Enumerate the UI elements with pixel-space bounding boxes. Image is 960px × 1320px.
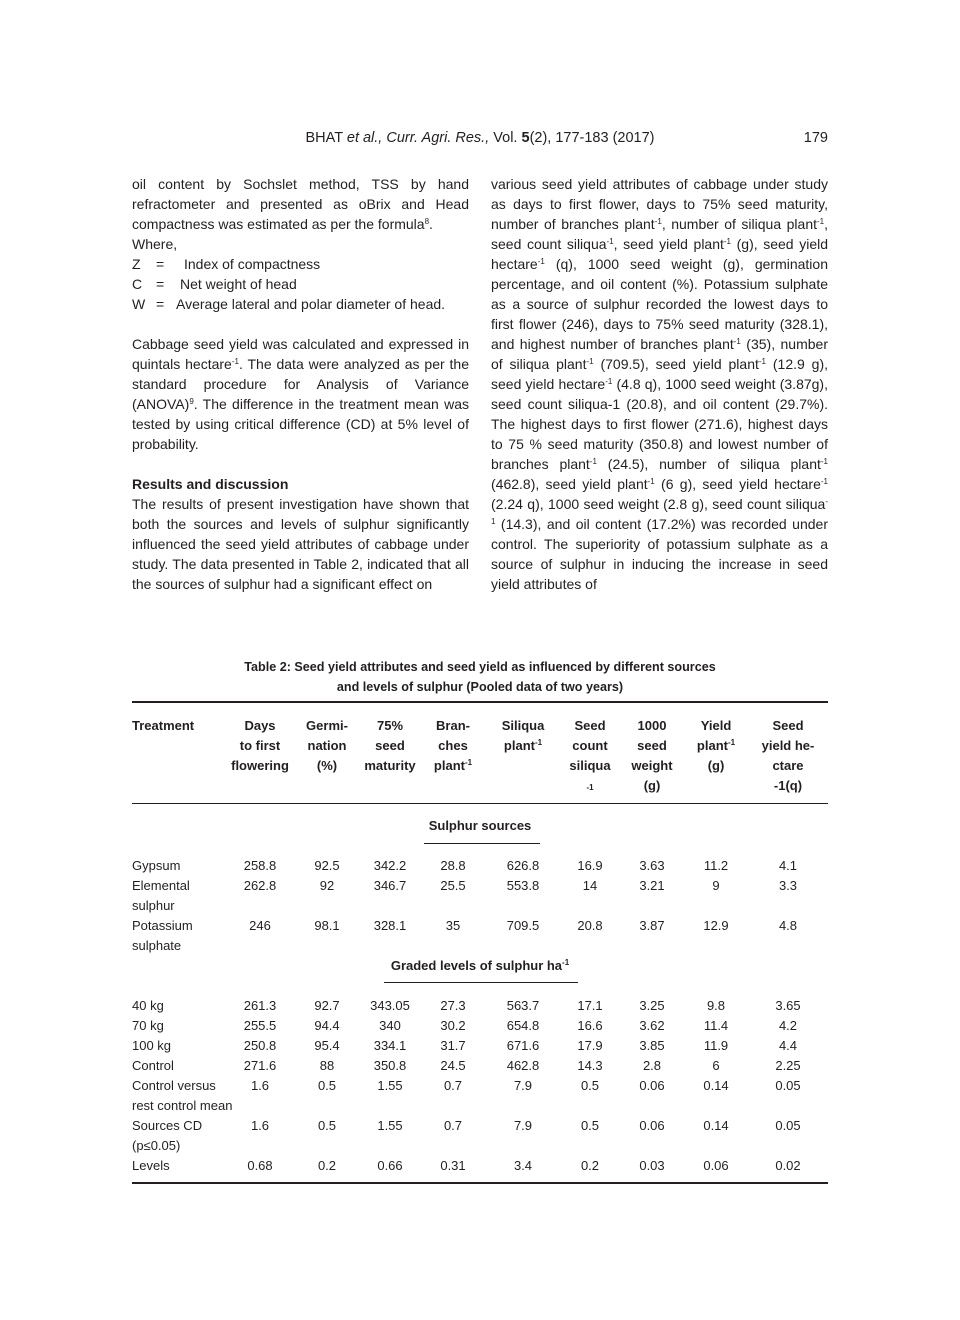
- table-cell: 0.31: [440, 1158, 466, 1173]
- methods-text-a: Cabbage seed yield was calculated and expressed in quintals hectare: [132, 336, 469, 372]
- treatment-line: sulphate: [132, 938, 182, 953]
- column-header-text: seed: [637, 738, 667, 753]
- superscript: -1: [605, 377, 613, 386]
- table-header-rule: [132, 803, 828, 804]
- table-cell: 261.3: [243, 998, 277, 1013]
- column-header-text: siliqua: [569, 758, 611, 773]
- table-cell: 11.4: [703, 1018, 729, 1033]
- table-cell: 626.8: [506, 858, 540, 873]
- definition-equals: =: [156, 256, 165, 272]
- running-header: [0, 128, 960, 150]
- table-cell: 94.4: [314, 1018, 340, 1033]
- column-header-text: yield he-: [761, 738, 815, 753]
- table-cell: 1.55: [377, 1078, 403, 1093]
- discussion-text: (24.5), number of siliqua plant: [596, 456, 821, 472]
- table-cell: 30.2: [440, 1018, 466, 1033]
- discussion-text: (14.3), and oil content (17.2%) was recorded under control. The superiority of potassium sulphate as a source of sulphur in inducing the increase in seed yield attributes of: [491, 516, 828, 592]
- definition-item: [132, 254, 469, 274]
- discussion-text: (q), 1000 seed weight (g), germination percentage, and oil content (%). Potassium sulphate as a source of sulphur recorded the lowest days to first flower (246), days to 75% seed maturity (328.1), and highest number of branches plant: [491, 256, 828, 352]
- discussion-text: , seed count siliqua: [491, 216, 829, 252]
- table-cell: 346.7: [373, 878, 407, 893]
- column-header-text: ctare: [772, 758, 804, 773]
- table-cell: 462.8: [506, 1058, 540, 1073]
- table-cell: 31.7: [440, 1038, 466, 1053]
- where-label: Where,: [132, 236, 178, 252]
- column-header-text: (g): [707, 758, 725, 773]
- results-paragraph: The results of present investigation have shown that both the sources and levels of sulphur significantly influenced the seed yield attributes of cabbage under study. The data presented in Table 2, indicated that all the sources of sulphur had a significant effect on: [132, 496, 469, 592]
- column-header-line: [560, 776, 620, 798]
- table-cell: 11.2: [703, 858, 729, 873]
- superscript: -1: [562, 958, 570, 967]
- table-cell: 24.5: [440, 1058, 466, 1073]
- table-cell: 4.1: [778, 858, 798, 873]
- table-cell: 98.1: [314, 918, 340, 933]
- section-label-graded-levels: [132, 956, 828, 976]
- superscript: -1: [820, 457, 828, 466]
- table-cell: 334.1: [373, 1038, 407, 1053]
- table-cell: 2.8: [642, 1058, 662, 1073]
- column-header: [220, 716, 300, 776]
- table-cell: 92.7: [314, 998, 340, 1013]
- table-cell: 343.05: [370, 998, 410, 1013]
- table-cell: 342.2: [373, 858, 407, 873]
- discussion-text: (709.5), seed yield plant: [593, 356, 759, 372]
- column-header-line: [686, 756, 746, 776]
- column-header-text: count: [572, 738, 608, 753]
- table-cell: 4.2: [778, 1018, 798, 1033]
- discussion-text: (35), number of siliqua plant: [491, 336, 828, 372]
- superscript: -1: [820, 477, 828, 486]
- table-cell: 3.21: [639, 878, 665, 893]
- table-cell: 11.9: [703, 1038, 729, 1053]
- column-header: [560, 716, 620, 798]
- superscript: -1: [723, 237, 732, 246]
- treatment-line: (p≤0.05): [132, 1138, 181, 1153]
- column-header: [355, 716, 425, 776]
- table-cell: 271.6: [243, 1058, 277, 1073]
- table-cell: 1.55: [377, 1118, 403, 1133]
- superscript: -1: [727, 738, 736, 747]
- column-header-text: ches: [438, 738, 468, 753]
- column-header-line: [560, 756, 620, 776]
- table-cell: 258.8: [243, 858, 277, 873]
- section-label-sulphur-sources: Sulphur sources: [428, 818, 532, 833]
- treatment-line: 100 kg: [132, 1038, 172, 1053]
- table-cell: 92: [319, 878, 335, 893]
- table-caption: [132, 657, 828, 697]
- column-header-text: weight: [631, 758, 673, 773]
- column-header-line: [423, 756, 483, 776]
- column-header-line: [753, 776, 823, 796]
- discussion-text: , seed yield plant: [613, 236, 724, 252]
- superscript: -1: [733, 337, 741, 346]
- table-cell: 709.5: [506, 918, 540, 933]
- superscript: -1: [817, 217, 825, 226]
- column-header: [488, 716, 558, 756]
- table-cell: 2.25: [775, 1058, 801, 1073]
- treatment-line: Elemental: [132, 878, 190, 893]
- discussion-text: various seed yield attributes of cabbage under study as days to first flower, days to 75% seed maturity, number of branches plant: [491, 176, 828, 232]
- treatment-line: rest control mean: [132, 1098, 233, 1113]
- table-cell: 88: [319, 1058, 335, 1073]
- column-header-line: [560, 716, 620, 736]
- table-cell: 246: [249, 918, 271, 933]
- treatment-line: Levels: [132, 1158, 170, 1173]
- table-cell: 27.3: [440, 998, 466, 1013]
- column-header: [753, 716, 823, 796]
- column-header: [622, 716, 682, 796]
- section-underline: [384, 982, 578, 983]
- column-header-line: [686, 736, 746, 756]
- intro-text: oil content by Sochslet method, TSS by hand refractometer and presented as oBrix and Head compactness was estimated as per the formula: [132, 176, 469, 232]
- column-header-line: [753, 736, 823, 756]
- superscript: -1: [758, 357, 766, 366]
- definition-item: [132, 274, 469, 294]
- table-cell: 6: [712, 1058, 720, 1073]
- table-cell: 350.8: [373, 1058, 407, 1073]
- column-header-text: nation: [307, 738, 347, 753]
- definition-equals: =: [156, 296, 165, 312]
- column-header-line: [622, 756, 682, 776]
- table-cell: 553.8: [506, 878, 540, 893]
- definition-text: Index of compactness: [184, 256, 321, 272]
- column-header-text: (g): [643, 778, 661, 793]
- column-header-text: 1000: [637, 718, 667, 733]
- definition-list: [132, 254, 469, 314]
- table-cell: 0.02: [775, 1158, 801, 1173]
- table-cell: 25.5: [440, 878, 466, 893]
- header-authors: BHAT: [305, 130, 343, 146]
- table-cell: 92.5: [314, 858, 340, 873]
- column-header-text: Germi-: [306, 718, 348, 733]
- definition-text: Net weight of head: [180, 276, 297, 292]
- column-header-text: seed: [375, 738, 405, 753]
- table-cell: 0.06: [639, 1118, 665, 1133]
- superscript: -1: [589, 457, 597, 466]
- column-header-text: Bran-: [436, 718, 470, 733]
- table-cell: 14.3: [577, 1058, 603, 1073]
- discussion-text: (4.8 q), 1000 seed weight (3.87g), seed count siliqua-1 (20.8), and oil content (29.7%). The highest days to first flower (271.6), highest days to 75 % seed maturity (350.8) and lowest number of branches plant: [491, 376, 828, 472]
- table-cell: 262.8: [243, 878, 277, 893]
- column-header-line: [622, 736, 682, 756]
- table-cell: 1.6: [250, 1078, 270, 1093]
- column-header-line: [297, 716, 357, 736]
- column-header: [297, 716, 357, 776]
- table-cell: 0.5: [317, 1118, 337, 1133]
- table-cell: 3.65: [775, 998, 801, 1013]
- superscript: -1: [606, 237, 614, 246]
- table-cell: 3.87: [639, 918, 665, 933]
- column-header-extra: -1(q): [773, 778, 803, 793]
- superscript: -1: [586, 357, 594, 366]
- column-header-line: [560, 736, 620, 756]
- treatment-line: Potassium: [132, 918, 193, 933]
- table-cell: 654.8: [506, 1018, 540, 1033]
- table-cell: 0.66: [377, 1158, 403, 1173]
- table-cell: 563.7: [506, 998, 540, 1013]
- treatment-line: Control: [132, 1058, 174, 1073]
- intro-reference: 8: [424, 217, 430, 226]
- column-header-line: [355, 736, 425, 756]
- table-cell: 4.4: [778, 1038, 798, 1053]
- definition-symbol: C: [132, 276, 143, 292]
- superscript: -1: [231, 357, 239, 366]
- header-issue-pages: (2), 177-183 (2017): [529, 130, 655, 146]
- column-header-line: [423, 736, 483, 756]
- column-header-text: plant: [433, 758, 465, 773]
- page-number: 179: [803, 130, 828, 146]
- column-header-text: Days: [244, 718, 276, 733]
- column-header-extra: -1: [586, 783, 594, 792]
- column-header-line: [355, 756, 425, 776]
- header-journal: Curr. Agri. Res.,: [386, 130, 490, 146]
- table-cell: 17.1: [577, 998, 603, 1013]
- column-header-line: [297, 736, 357, 756]
- column-header-line: [622, 776, 682, 796]
- column-header-text: plant: [503, 738, 535, 753]
- table-cell: 16.9: [577, 858, 603, 873]
- definition-item: [132, 294, 469, 314]
- table-cell: 3.85: [639, 1038, 665, 1053]
- table-top-rule: [132, 701, 828, 703]
- table-cell: 328.1: [373, 918, 407, 933]
- column-header-text: maturity: [364, 758, 416, 773]
- table-cell: 14: [582, 878, 598, 893]
- table-cell: 671.6: [506, 1038, 540, 1053]
- discussion-paragraph: [491, 174, 828, 594]
- discussion-text: (12.9 g), seed yield hectare: [491, 356, 828, 392]
- column-header-text: plant: [696, 738, 728, 753]
- treatment-line: Sources CD: [132, 1118, 203, 1133]
- table-cell: 9.8: [706, 998, 726, 1013]
- table-bottom-rule: [132, 1182, 828, 1184]
- table-cell: 0.06: [703, 1158, 729, 1173]
- column-header-line: [355, 716, 425, 736]
- column-header-text: Yield: [700, 718, 732, 733]
- column-header: [423, 716, 483, 776]
- table-cell: 3.4: [513, 1158, 533, 1173]
- discussion-text: (6 g), seed yield hectare: [654, 476, 821, 492]
- table-cell: 0.05: [775, 1078, 801, 1093]
- column-header-line: [220, 736, 300, 756]
- table-cell: 95.4: [314, 1038, 340, 1053]
- column-header-text: 75%: [376, 718, 404, 733]
- table-cell: 0.5: [317, 1078, 337, 1093]
- definition-equals: =: [156, 276, 165, 292]
- column-header-line: [686, 716, 746, 736]
- table-cell: 7.9: [513, 1078, 533, 1093]
- column-header: [686, 716, 746, 776]
- table-cell: 0.2: [580, 1158, 600, 1173]
- table-cell: 0.14: [703, 1078, 729, 1093]
- column-header-line: [488, 736, 558, 756]
- column-header-line: [488, 716, 558, 736]
- discussion-text: (2.24 q), 1000 seed weight (2.8 g), seed count siliqua: [491, 496, 826, 512]
- table-cell: 0.68: [247, 1158, 273, 1173]
- table-cell: 0.06: [639, 1078, 665, 1093]
- treatment-line: 40 kg: [132, 998, 164, 1013]
- discussion-text: (462.8), seed yield plant: [491, 476, 648, 492]
- results-heading: Results and discussion: [132, 476, 289, 492]
- superscript: -1: [537, 257, 545, 266]
- column-header-text: flowering: [231, 758, 289, 773]
- superscript: -1: [464, 758, 473, 767]
- methods-text-b: . The data were analyzed as per the standard procedure for Analysis of Variance (ANOVA): [132, 356, 470, 412]
- column-header-line: [753, 716, 823, 736]
- table-caption-line2: and levels of sulphur (Pooled data of two years): [336, 680, 624, 694]
- table-cell: 3.3: [778, 878, 798, 893]
- intro-paragraph: [132, 174, 469, 234]
- table-cell: 250.8: [243, 1038, 277, 1053]
- column-header-text: to first: [239, 738, 281, 753]
- treatment-line: sulphur: [132, 898, 175, 913]
- treatment-line: Gypsum: [132, 858, 181, 873]
- discussion-text: (g), seed yield hectare: [491, 236, 828, 272]
- superscript: -1: [534, 738, 543, 747]
- column-header-line: [297, 756, 357, 776]
- section-underline: [424, 843, 540, 844]
- table-cell: 3.62: [639, 1018, 665, 1033]
- treatment-line: 70 kg: [132, 1018, 164, 1033]
- definition-symbol: Z: [132, 256, 141, 272]
- discussion-text: , number of siliqua plant: [661, 216, 817, 232]
- left-column: [132, 174, 469, 594]
- table-cell: 12.9: [703, 918, 729, 933]
- table-cell: 255.5: [243, 1018, 277, 1033]
- intro-end: .: [429, 216, 433, 232]
- column-header-text: Seed: [772, 718, 804, 733]
- definition-symbol: W: [132, 296, 146, 312]
- table-cell: 7.9: [513, 1118, 533, 1133]
- table-cell: 9: [712, 878, 720, 893]
- table-cell: 16.6: [577, 1018, 603, 1033]
- right-column: [491, 174, 828, 594]
- table-cell: 0.05: [775, 1118, 801, 1133]
- superscript: -1: [491, 497, 828, 526]
- column-header-text: Treatment: [132, 718, 195, 733]
- superscript: -1: [647, 477, 655, 486]
- table-cell: 35: [445, 918, 461, 933]
- definition-text: Average lateral and polar diameter of head.: [176, 296, 446, 312]
- table-cell: 0.5: [580, 1078, 600, 1093]
- column-header-line: [423, 716, 483, 736]
- header-vol-label: Vol.: [493, 130, 518, 146]
- table-cell: 28.8: [440, 858, 466, 873]
- table-cell: 1.6: [250, 1118, 270, 1133]
- methods-paragraph: [132, 334, 469, 454]
- table-cell: 340: [379, 1018, 401, 1033]
- table-cell: 0.14: [703, 1118, 729, 1133]
- table-cell: 0.03: [639, 1158, 665, 1173]
- table-cell: 4.8: [778, 918, 798, 933]
- superscript: -1: [654, 217, 662, 226]
- methods-reference: 9: [189, 397, 194, 406]
- section-label-text: Graded levels of sulphur ha: [390, 958, 563, 973]
- column-header-line: [220, 756, 300, 776]
- table-cell: 3.25: [639, 998, 665, 1013]
- table-caption-line1: Table 2: Seed yield attributes and seed yield as influenced by different sources: [244, 660, 716, 674]
- header-etal: et al.,: [346, 130, 383, 146]
- column-header-line: [622, 716, 682, 736]
- table-cell: 0.7: [443, 1118, 463, 1133]
- table-cell: 3.63: [639, 858, 665, 873]
- column-header-text: Seed: [574, 718, 606, 733]
- column-header-text: Siliqua: [501, 718, 545, 733]
- column-header-text: (%): [316, 758, 338, 773]
- table-cell: 0.5: [580, 1118, 600, 1133]
- methods-text-c: . The difference in the treatment mean was tested by using critical difference (CD) at 5% level of probability.: [132, 396, 469, 452]
- header-volume: 5: [521, 130, 530, 146]
- column-header-line: [753, 756, 823, 776]
- table-cell: 0.7: [443, 1078, 463, 1093]
- table-cell: 20.8: [577, 918, 603, 933]
- table-cell: 17.9: [577, 1038, 603, 1053]
- treatment-line: Control versus: [132, 1078, 216, 1093]
- table-cell: 0.2: [317, 1158, 337, 1173]
- column-header-line: [220, 716, 300, 736]
